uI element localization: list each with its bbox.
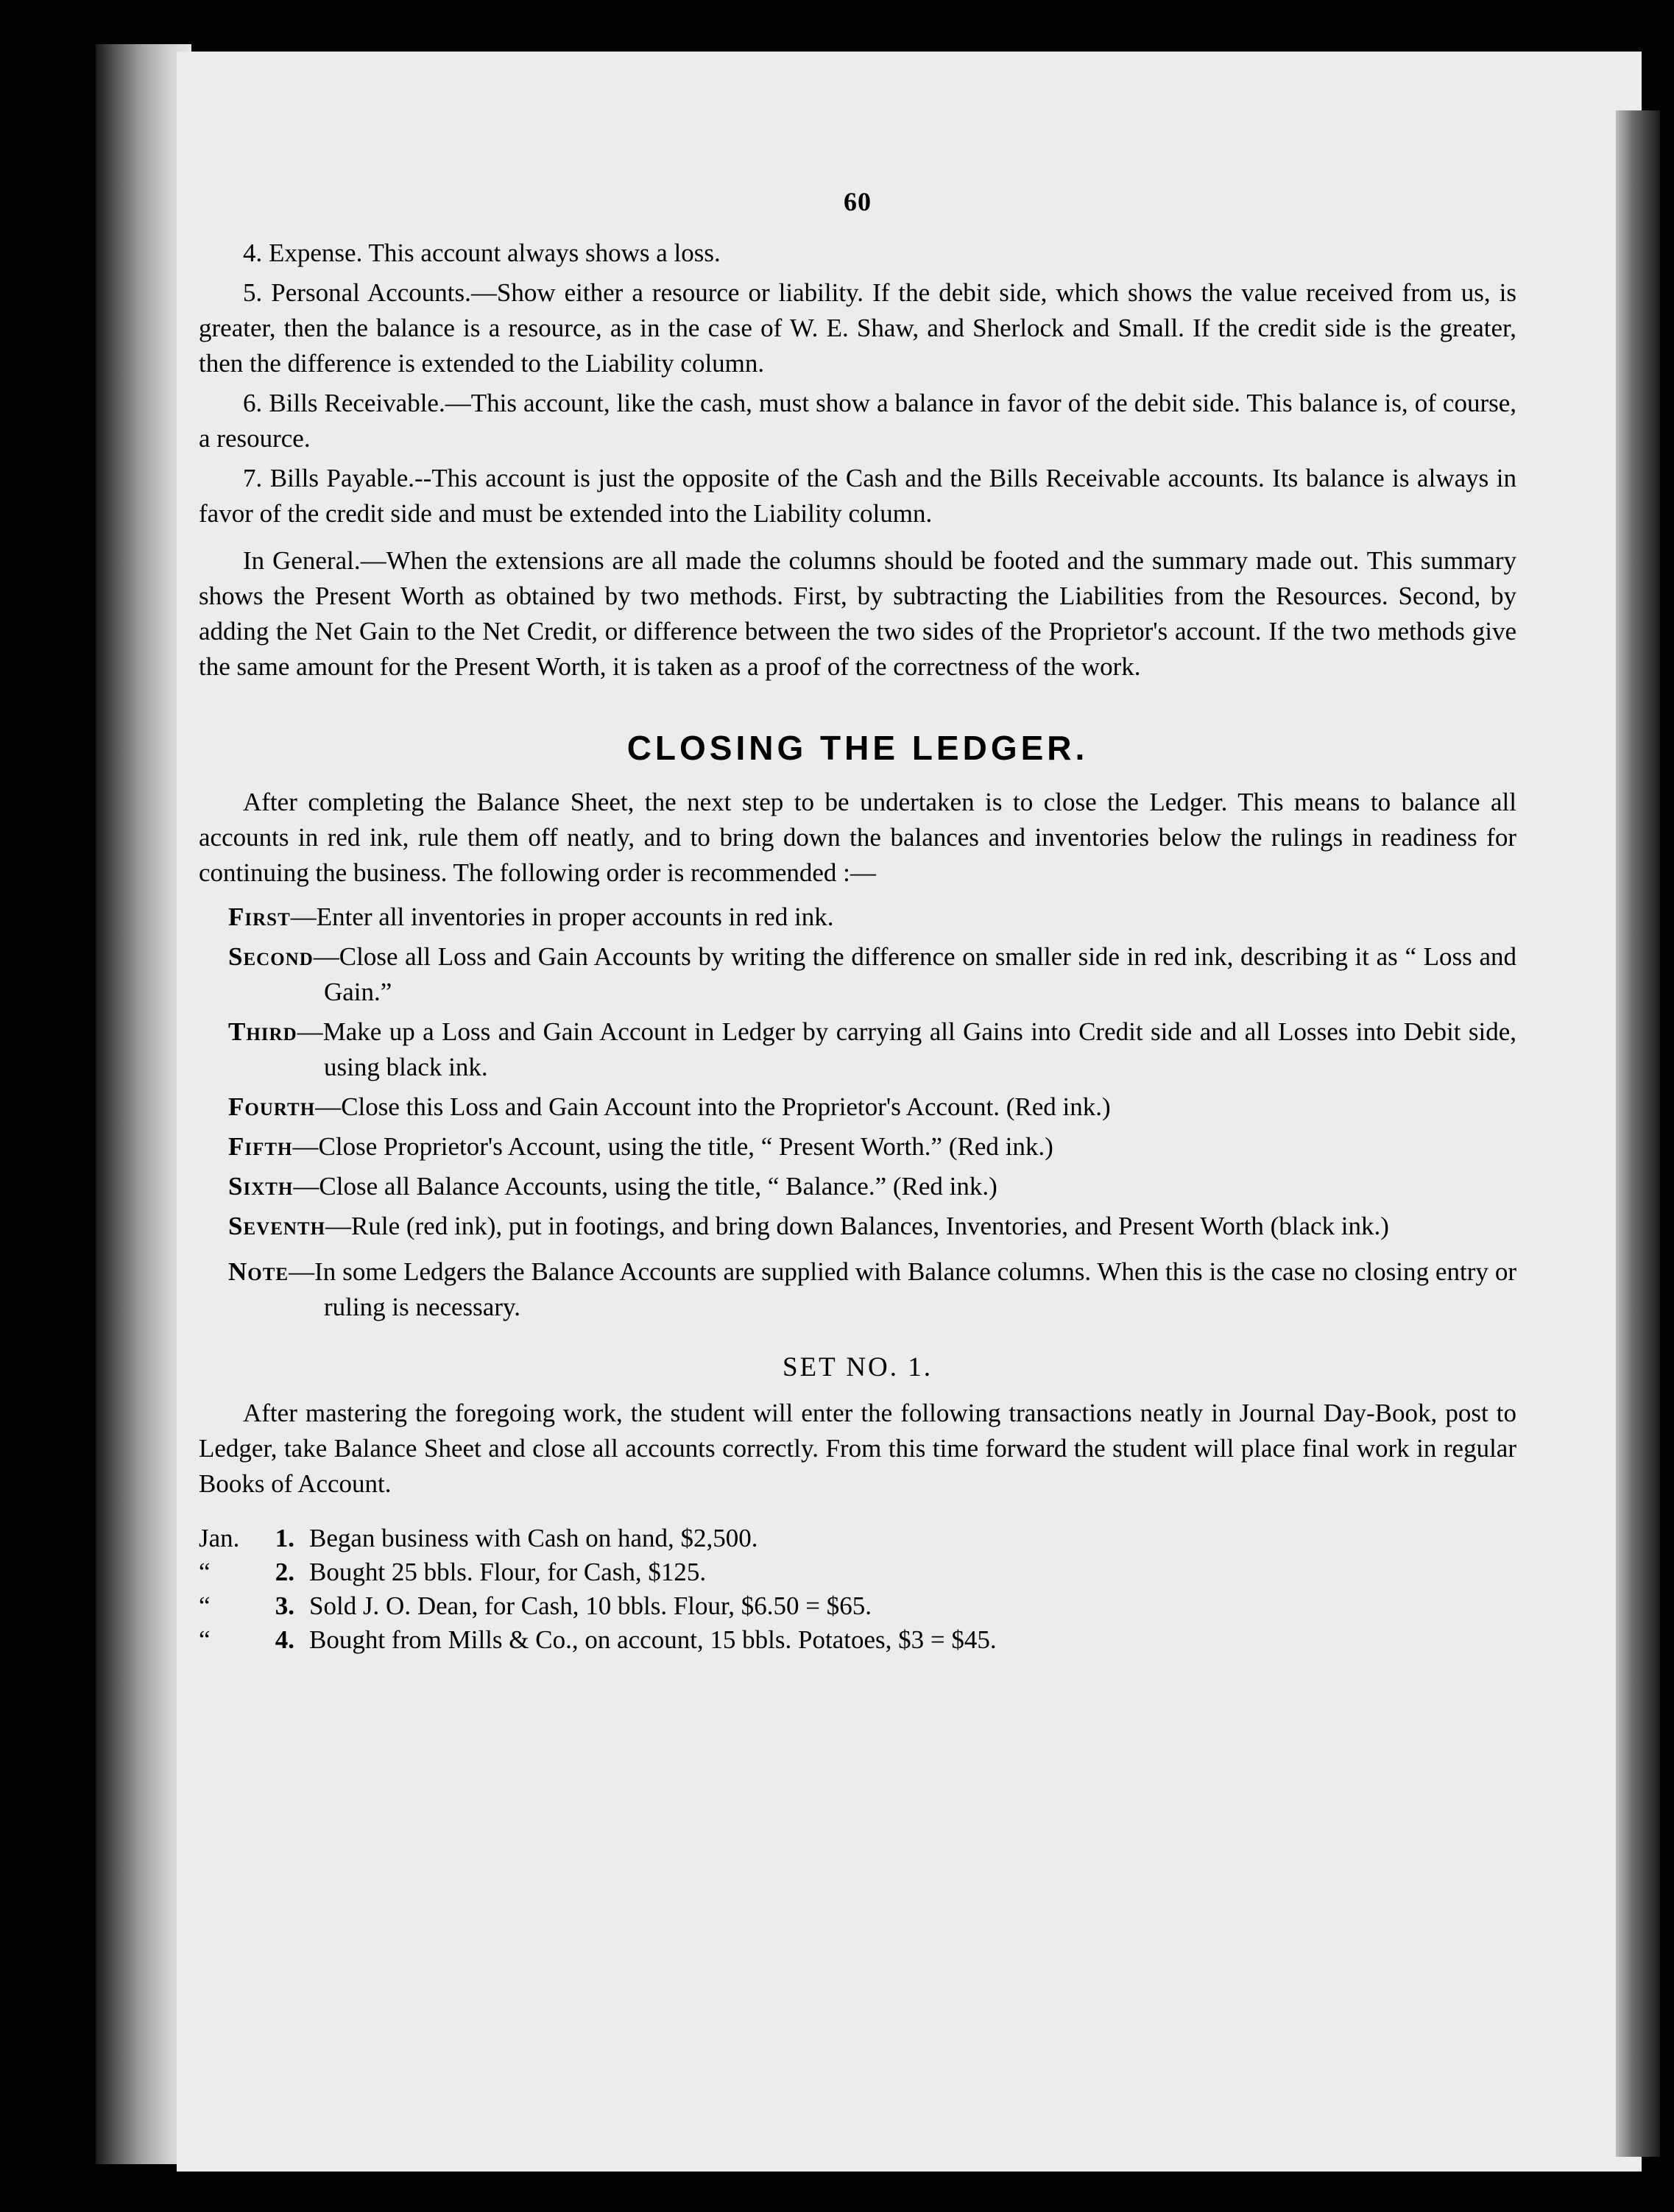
step-fifth <box>228 1129 1516 1165</box>
item-title: Expense. <box>269 238 363 267</box>
transaction-month: “ <box>199 1558 211 1586</box>
step-text: —In some Ledgers the Balance Accounts are supplied with Balance columns. When this is the case no closing entry or ruling is necessary. <box>289 1257 1516 1321</box>
closing-heading: CLOSING THE LEDGER. <box>626 729 1089 767</box>
transaction-list <box>199 1521 1516 1656</box>
step-label: Fourth <box>228 1092 316 1121</box>
item-title: Personal Accounts. <box>271 278 471 307</box>
step-text: —Close all Loss and Gain Accounts by writing the difference on smaller side in red ink, describing it as “ Loss and Gain.” <box>313 942 1516 1006</box>
step-text: —Close all Balance Accounts, using the title, “ Balance.” (Red ink.) <box>293 1172 997 1201</box>
transaction-row <box>199 1521 1516 1555</box>
step-sixth <box>228 1169 1516 1204</box>
transaction-text: Began business with Cash on hand, $2,500. <box>309 1524 758 1552</box>
closing-intro: After completing the Balance Sheet, the next step to be undertaken is to close the Ledger. This means to balance all accounts in red ink, rule them off neatly, and to bring down the balances and inventories below the rulings in readiness for continuing the business. The following order is recommended :— <box>199 788 1516 887</box>
step-first <box>228 900 1516 935</box>
closing-steps <box>199 900 1516 1325</box>
transaction-day: 3. <box>275 1591 294 1620</box>
transaction-month: “ <box>199 1625 211 1654</box>
item-expense <box>199 236 1516 271</box>
transaction-row <box>199 1622 1516 1656</box>
step-fourth <box>228 1089 1516 1125</box>
transaction-month: “ <box>199 1591 211 1620</box>
transaction-text: Bought 25 bbls. Flour, for Cash, $125. <box>309 1558 707 1586</box>
page-number: 60 <box>844 187 872 216</box>
transaction-row <box>199 1589 1516 1622</box>
transaction-day: 2. <box>275 1558 294 1586</box>
step-label: Third <box>228 1017 297 1046</box>
step-text: —Make up a Loss and Gain Account in Ledger by carrying all Gains into Credit side and all Losses into Debit side, using black ink. <box>297 1017 1516 1081</box>
item-bills-receivable <box>199 386 1516 456</box>
item-title: Bills Receivable. <box>269 389 445 417</box>
step-second <box>228 939 1516 1010</box>
item-text: —Show either a resource or liability. If the debit side, which shows the value received from us, is greater, then the balance is a resource, as in the case of W. E. Shaw, and Sherlock and Small. If the credit side is the greater, then the difference is extended to the Liability column. <box>199 278 1516 378</box>
step-text: —Close this Loss and Gain Account into the Proprietor's Account. (Red ink.) <box>315 1092 1111 1121</box>
item-text: --This account is just the opposite of the Cash and the Bills Receivable accounts. Its balance is always in favor of the credit side and must be extended into the Liability column. <box>199 464 1517 528</box>
item-text: This account always shows a loss. <box>368 238 721 267</box>
step-label: Seventh <box>228 1212 326 1240</box>
step-text: —Close Proprietor's Account, using the title, “ Present Worth.” (Red ink.) <box>292 1132 1053 1161</box>
page-text <box>199 184 1516 1656</box>
transaction-day: 4. <box>275 1625 294 1654</box>
page-edge-shadow <box>1616 110 1660 2157</box>
step-text: —Rule (red ink), put in footings, and bring down Balances, Inventories, and Present Worth (black ink.) <box>325 1212 1389 1240</box>
item-bills-payable <box>199 461 1516 531</box>
item-number: 6. <box>243 389 263 417</box>
item-number: 7. <box>243 464 263 492</box>
set-heading: SET NO. 1. <box>782 1352 933 1382</box>
transaction-text: Bought from Mills & Co., on account, 15 bbls. Potatoes, $3 = $45. <box>309 1625 997 1654</box>
item-personal-accounts <box>199 275 1516 381</box>
transaction-text: Sold J. O. Dean, for Cash, 10 bbls. Flour, $6.50 = $65. <box>309 1591 872 1620</box>
item-text: —This account, like the cash, must show a balance in favor of the debit side. This balance is, of course, a resource. <box>199 389 1517 453</box>
general-paragraph: In General.—When the extensions are all made the columns should be footed and the summary made out. This summary shows the Present Worth as obtained by two methods. First, by subtracting the Liabilities from the Resources. Second, by adding the Net Gain to the Net Credit, or difference between the two sides of the Proprietor's account. If the two methods give the same amount for the Present Worth, it is taken as a proof of the correctness of the work. <box>199 546 1516 681</box>
set-intro: After mastering the foregoing work, the student will enter the following transactions neatly in Journal Day-Book, post to Ledger, take Balance Sheet and close all accounts correctly. From this time forward the student will place final work in regular Books of Account. <box>199 1399 1516 1498</box>
transaction-month: Jan. <box>199 1524 240 1552</box>
transaction-row <box>199 1555 1516 1589</box>
item-number: 4. <box>243 238 263 267</box>
step-seventh <box>228 1209 1516 1244</box>
item-title: Bills Payable. <box>269 464 415 492</box>
item-number: 5. <box>243 278 263 307</box>
transaction-day: 1. <box>275 1524 294 1552</box>
step-label: Fifth <box>228 1132 293 1161</box>
step-text: —Enter all inventories in proper accounts in red ink. <box>290 902 834 931</box>
step-label: First <box>228 902 291 931</box>
step-third <box>228 1014 1516 1085</box>
step-note <box>228 1254 1516 1325</box>
step-label: Note <box>228 1257 289 1286</box>
step-label: Second <box>228 942 314 971</box>
step-label: Sixth <box>228 1172 294 1201</box>
